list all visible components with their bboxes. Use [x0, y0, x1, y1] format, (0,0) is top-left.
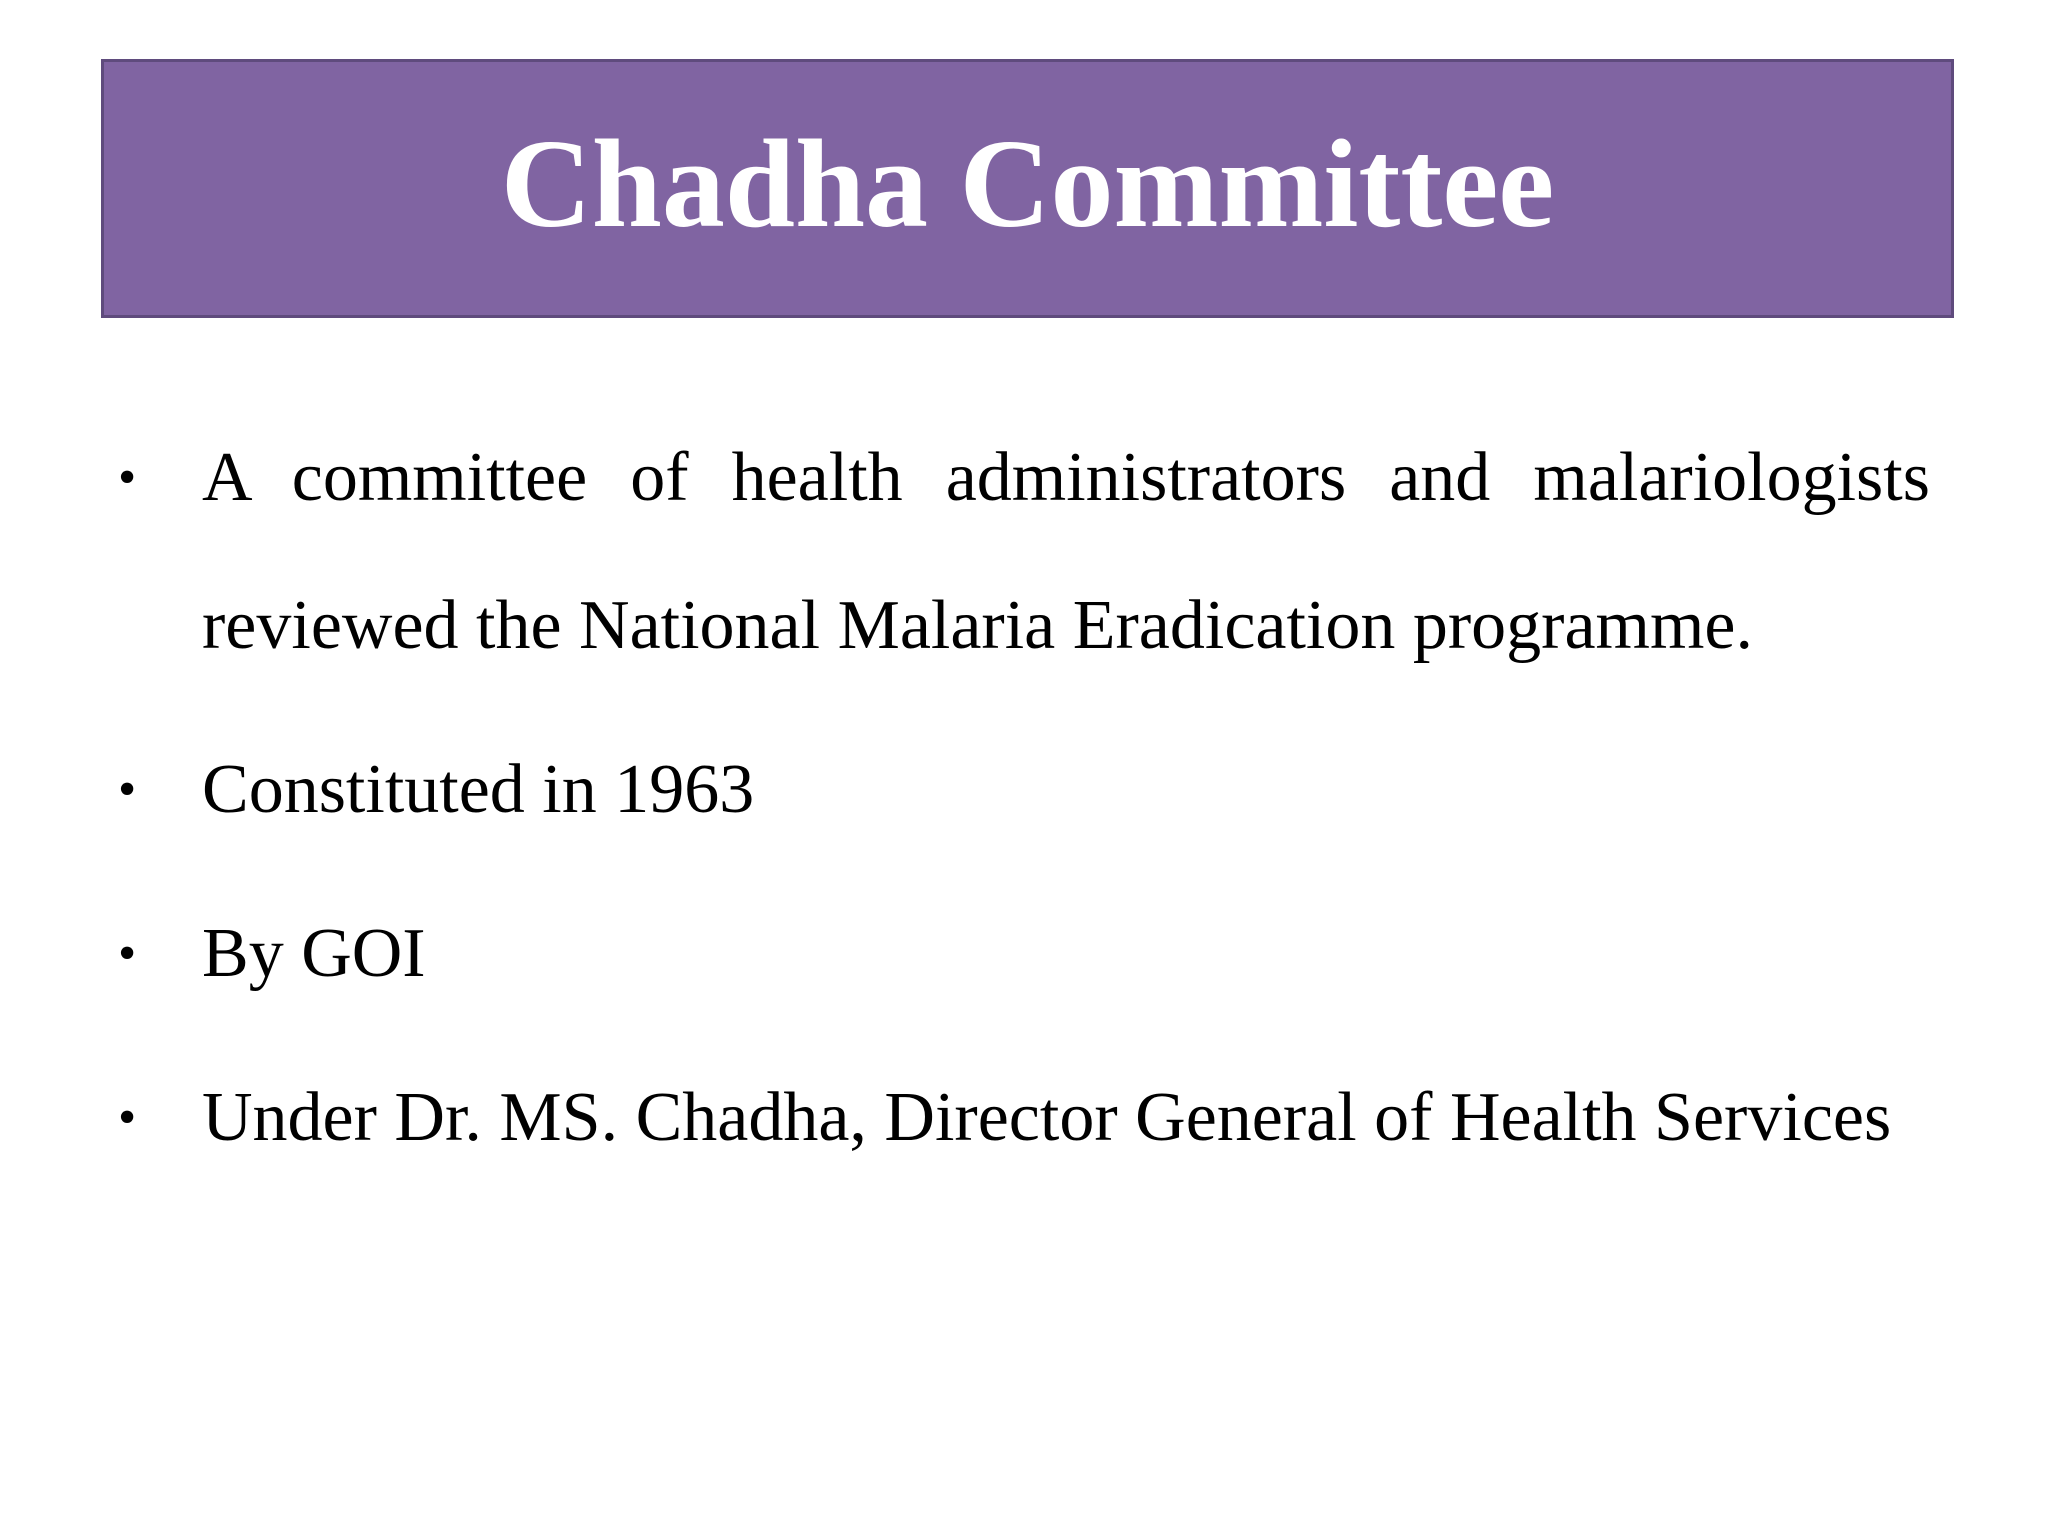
bullet-icon: • [118, 449, 137, 506]
slide-title: Chadha Committee [500, 114, 1555, 254]
bullet-icon: • [118, 761, 137, 818]
bullet-text: By GOI [202, 915, 426, 992]
bullet-item [118, 1044, 1930, 1192]
bullet-text: Under Dr. MS. Chadha, Director General of Health Services [202, 1079, 1892, 1156]
bullet-text: Constituted in 1963 [202, 751, 755, 828]
bullet-icon: • [118, 925, 137, 982]
bullet-text: A committee of health administrators and malariologists reviewed the National Malaria Eradication programme. [202, 439, 1930, 664]
bullet-list [118, 404, 1930, 1192]
title-banner [101, 59, 1954, 318]
bullet-item [118, 404, 1930, 700]
bullet-item [118, 716, 1930, 864]
bullet-item [118, 880, 1930, 1028]
bullet-icon: • [118, 1089, 137, 1146]
